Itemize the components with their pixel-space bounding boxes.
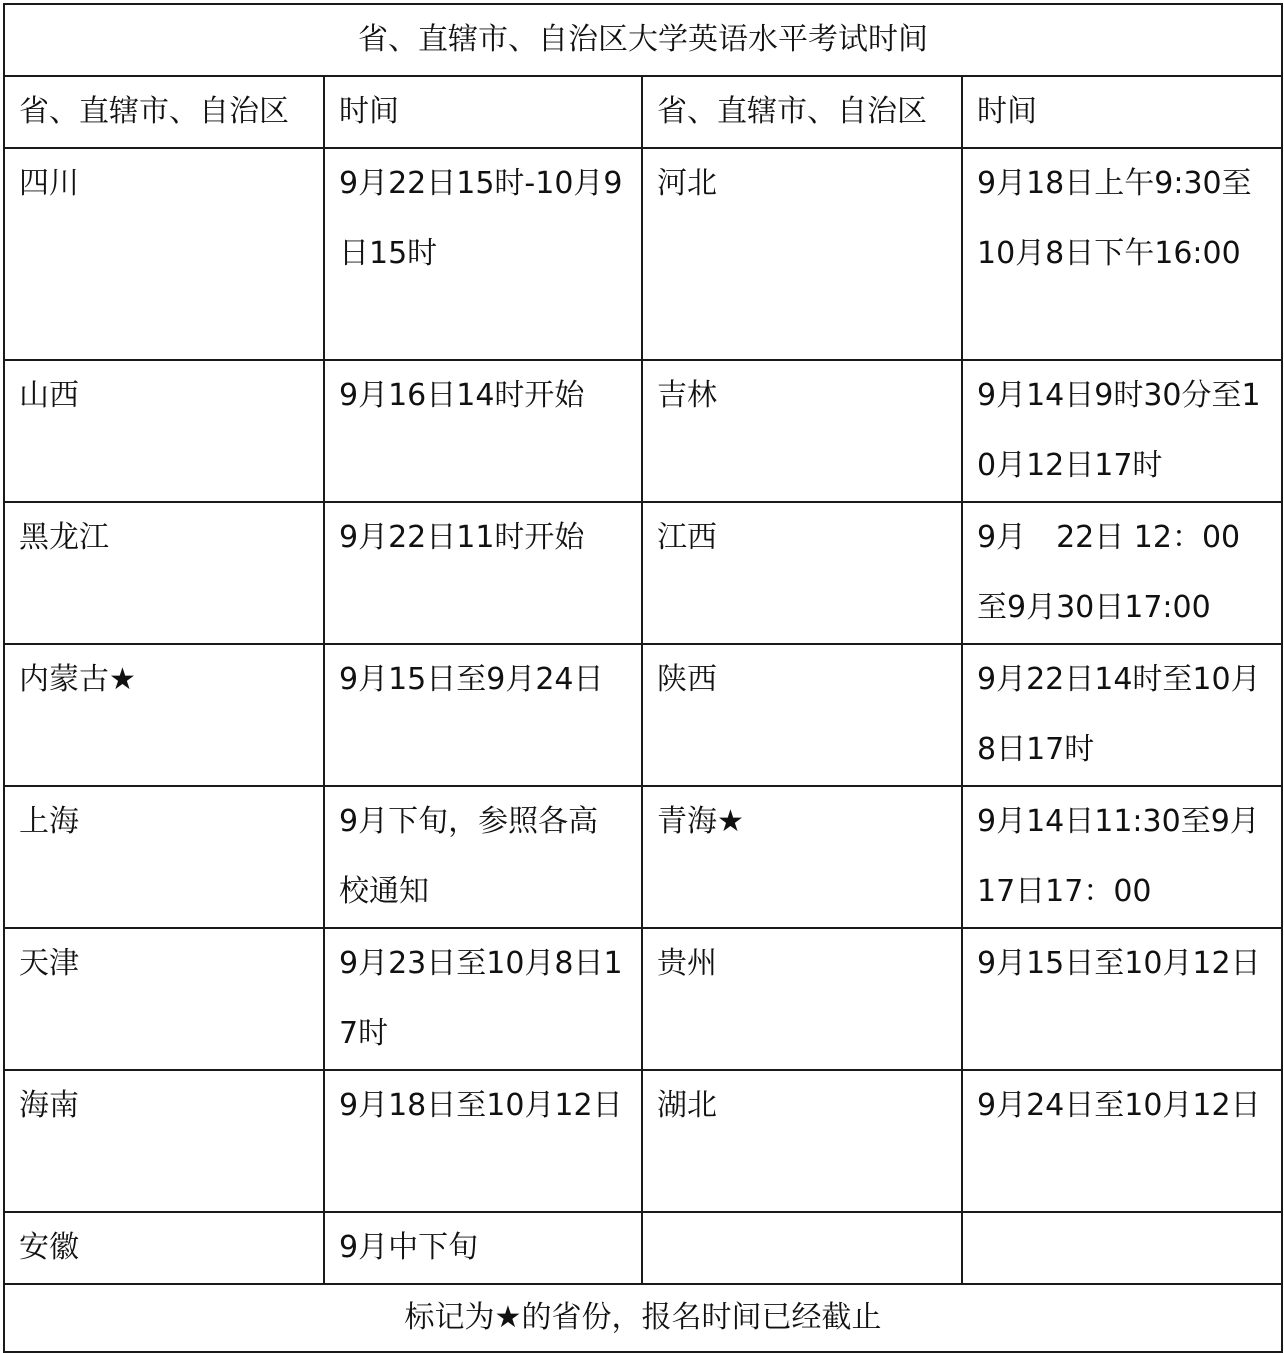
region-cell: 天津 [4,928,324,1070]
time-cell: 9月23日至10月8日17时 [324,928,642,1070]
table-row [4,644,1282,786]
header-region-left: 省、直辖市、自治区 [4,76,324,148]
region-cell: 内蒙古★ [4,644,324,786]
region-cell: 黑龙江 [4,502,324,644]
time-cell: 9月24日至10月12日 [962,1070,1282,1212]
region-cell: 安徽 [4,1212,324,1284]
time-cell [962,1212,1282,1284]
table-row [4,1212,1282,1284]
time-cell: 9月18日至10月12日 [324,1070,642,1212]
table-row [4,928,1282,1070]
footnote-row [4,1284,1282,1352]
table-row [4,1070,1282,1212]
region-cell [642,1212,962,1284]
header-time-left: 时间 [324,76,642,148]
footnote: 标记为★的省份，报名时间已经截止 [4,1284,1282,1352]
time-cell: 9月22日11时开始 [324,502,642,644]
time-cell: 9月18日上午9:30至10月8日下午16:00 [962,148,1282,360]
time-cell: 9月22日14时至10月8日17时 [962,644,1282,786]
time-cell: 9月14日9时30分至10月12日17时 [962,360,1282,502]
time-cell: 9月 22日 12：00至9月30日17:00 [962,502,1282,644]
time-cell: 9月22日15时-10月9日15时 [324,148,642,360]
table-title: 省、直辖市、自治区大学英语水平考试时间 [4,4,1282,76]
time-cell: 9月16日14时开始 [324,360,642,502]
header-region-right: 省、直辖市、自治区 [642,76,962,148]
region-cell: 上海 [4,786,324,928]
time-cell: 9月15日至10月12日 [962,928,1282,1070]
region-cell: 四川 [4,148,324,360]
table-row [4,148,1282,360]
time-cell: 9月中下旬 [324,1212,642,1284]
table-row [4,502,1282,644]
region-cell: 贵州 [642,928,962,1070]
region-cell: 山西 [4,360,324,502]
region-cell: 青海★ [642,786,962,928]
table-row [4,360,1282,502]
region-cell: 河北 [642,148,962,360]
table-header-row [4,76,1282,148]
exam-schedule-table [3,3,1283,1353]
region-cell: 湖北 [642,1070,962,1212]
region-cell: 海南 [4,1070,324,1212]
time-cell: 9月15日至9月24日 [324,644,642,786]
region-cell: 江西 [642,502,962,644]
table-row [4,786,1282,928]
time-cell: 9月14日11:30至9月17日17：00 [962,786,1282,928]
time-cell: 9月下旬，参照各高校通知 [324,786,642,928]
header-time-right: 时间 [962,76,1282,148]
table-title-row [4,4,1282,76]
region-cell: 吉林 [642,360,962,502]
region-cell: 陕西 [642,644,962,786]
